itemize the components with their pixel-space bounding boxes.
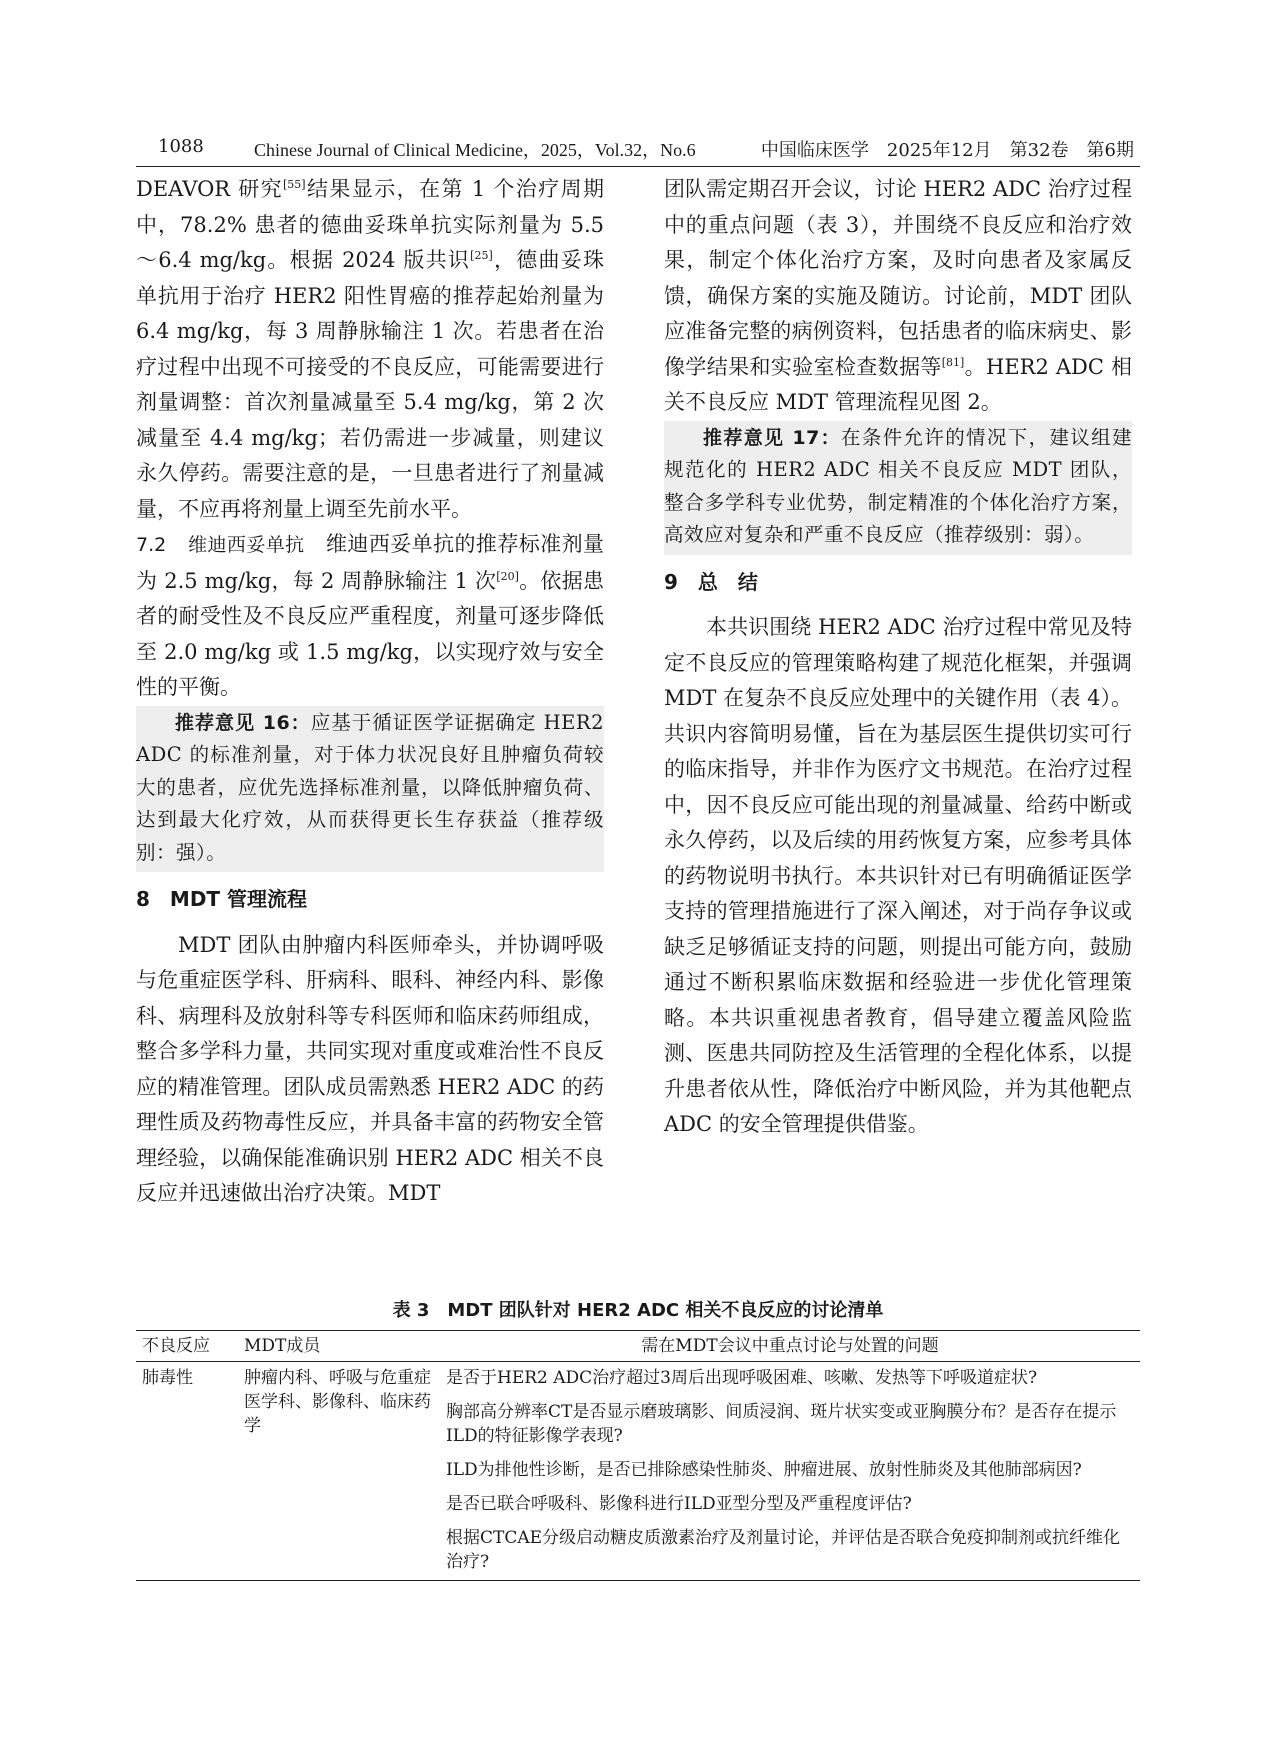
recommendation-text: 在条件允许的情况下，建议组建规范化的 HER2 ADC 相关不良反应 MDT 团队，整合多学科专业优势，制定精准的个体化治疗方案，高效应对复杂和严重不良反应（推荐级别：弱）。 <box>664 425 1132 546</box>
recommendation-text: 应基于循证医学证据确定 HER2 ADC 的标准剂量，对于体力状况良好且肿瘤负荷较大的患者，应优先选择标准剂量，以降低肿瘤负荷、达到最大化疗效，从而获得更长生存获益（推荐级别：强）。 <box>136 710 605 864</box>
question-item: 根据CTCAE分级启动糖皮质激素治疗及剂量讨论，并评估是否联合免疫抑制剂或抗纤维化治疗? <box>446 1528 1121 1572</box>
cell-mdt-members: 肿瘤内科、呼吸与危重症医学科、影像科、临床药学 <box>238 1362 440 1581</box>
text-run: 。HER2 ADC 相关不良反应 MDT 管理流程见图 2。 <box>664 354 1132 414</box>
text-run: 团队需定期召开会议，讨论 HER2 ADC 治疗过程中的重点问题（表 3），并围绕不良反应和治疗效果，制定个体化治疗方案，及时向患者及家属反馈，确保方案的实施及随访。讨论前，MDT 团队应准备完整的病例资料，包括患者的临床病史、影像学结果和实验室检查数据等 <box>664 177 1132 379</box>
table-caption: 表 3 MDT 团队针对 HER2 ADC 相关不良反应的讨论清单 <box>392 1300 884 1321</box>
left-column <box>136 172 604 1212</box>
question-item: 是否已联合呼吸科、影像科进行ILD亚型分型及严重程度评估? <box>446 1494 912 1514</box>
column-header: 需在MDT会议中重点讨论与处置的问题 <box>440 1331 1140 1362</box>
running-header <box>136 126 1140 167</box>
discussion-table <box>136 1330 1140 1581</box>
question-item: 是否于HER2 ADC治疗超过3周后出现呼吸困难、咳嗽、发热等下呼吸道症状? <box>446 1368 1038 1388</box>
journal-english-title: Chinese Journal of Clinical Medicine，2025，Vol.32，No.6 <box>254 140 696 160</box>
section-heading-9: 9 总 结 <box>664 569 758 594</box>
section-heading-8: 8 MDT 管理流程 <box>136 887 308 911</box>
column-header: 不良反应 <box>136 1331 238 1362</box>
cell-adverse-reaction: 肺毒性 <box>136 1362 238 1581</box>
paragraph-mdt-meeting <box>664 172 1132 421</box>
page-number: 1088 <box>158 136 204 157</box>
paragraph-summary: 本共识围绕 HER2 ADC 治疗过程中常见及特定不良反应的管理策略构建了规范化框架，并强调 MDT 在复杂不良反应处理中的关键作用（表 4）。共识内容简明易懂，旨在为基层医生提供切实可行的临床指导，并非作为医疗文书规范。在治疗过程中，因不良反应可能出现的剂量减量、给药中断或永久停药，以及后续的用药恢复方案，应参考具体的药物说明书执行。本共识针对已有明确循证医学支持的管理措施进行了深入阐述，对于尚存争议或缺乏足够循证支持的问题，则提出可能方向，鼓励通过不断积累临床数据和经验进一步优化管理策略。本共识重视患者教育，倡导建立覆盖风险监测、医患共同防控及生活管理的全程化体系，以提升患者依从性，降低治疗中断风险，并为其他靶点 ADC 的安全管理提供借鉴。 <box>664 615 1132 1136</box>
text-run: ，德曲妥珠单抗用于治疗 HER2 阳性胃癌的推荐起始剂量为 6.4 mg/kg，每 3 周静脉输注 1 次。若患者在治疗过程中出现不可接受的不良反应，可能需要进行剂量调整：首次剂量减量至 5.4 mg/kg，第 2 次减量至 4.4 mg/kg；若仍需进一步减量，则建议永久停药。需要注意的是，一旦患者进行了剂量减量，不应再将剂量上调至先前水平。 <box>136 248 604 521</box>
subsection-title: 维迪西妥单抗 <box>188 534 305 556</box>
recommendation-16 <box>136 706 604 873</box>
column-header: MDT成员 <box>238 1331 440 1362</box>
paragraph-mdt-team: MDT 团队由肿瘤内科医师牵头，并协调呼吸与危重症医学科、肝病科、眼科、神经内科、影像科、病理科及放射科等专科医师和临床药师组成，整合多学科力量，共同实现对重度或难治性不良反应的精准管理。团队成员需熟悉 HER2 ADC 的药理性质及药物毒性反应，并具备丰富的药物安全管理经验，以确保能准确识别 HER2 ADC 相关不良反应并迅速做出治疗决策。MDT <box>136 932 604 1205</box>
cell-questions <box>440 1362 1140 1581</box>
paragraph-deavor <box>136 172 604 527</box>
text-run: DEAVOR 研究 <box>136 177 284 201</box>
journal-chinese-title: 中国临床医学 2025年12月 第32卷 第6期 <box>760 140 1134 161</box>
recommendation-17 <box>664 421 1132 555</box>
citation: [25] <box>470 249 493 262</box>
subsection-number: 7.2 <box>136 534 167 556</box>
table-row <box>136 1362 1140 1581</box>
right-column <box>664 172 1132 1143</box>
citation: [81] <box>941 355 965 369</box>
table-header-row <box>136 1331 1140 1362</box>
question-item: 胸部高分辨率CT是否显示磨玻璃影、间质浸润、斑片状实变或亚胸膜分布？是否存在提示ILD的特征影像学表现? <box>446 1402 1117 1446</box>
recommendation-label: 推荐意见 17： <box>703 426 841 449</box>
citation: [55] <box>283 178 306 191</box>
citation: [20] <box>496 569 519 583</box>
question-item: ILD为排他性诊断，是否已排除感染性肺炎、肿瘤进展、放射性肺炎及其他肺部病因? <box>446 1460 1082 1480</box>
text-run: 。依据患者的耐受性及不良反应严重程度，剂量可逐步降低至 2.0 mg/kg 或 1.5 mg/kg，以实现疗效与安全性的平衡。 <box>136 568 604 699</box>
text-run: 维迪西妥单抗的推荐标准剂量为 2.5 mg/kg，每 2 周静脉输注 1 次 <box>136 532 605 593</box>
text-run: 结果显示，在第 1 个治疗周期中，78.2% 患者的德曲妥珠单抗实际剂量为 5.5～6.4 mg/kg。根据 2024 版共识 <box>136 177 604 272</box>
recommendation-label: 推荐意见 16： <box>175 711 311 734</box>
paragraph-disitamab <box>136 527 604 706</box>
table-3 <box>136 1296 1140 1581</box>
